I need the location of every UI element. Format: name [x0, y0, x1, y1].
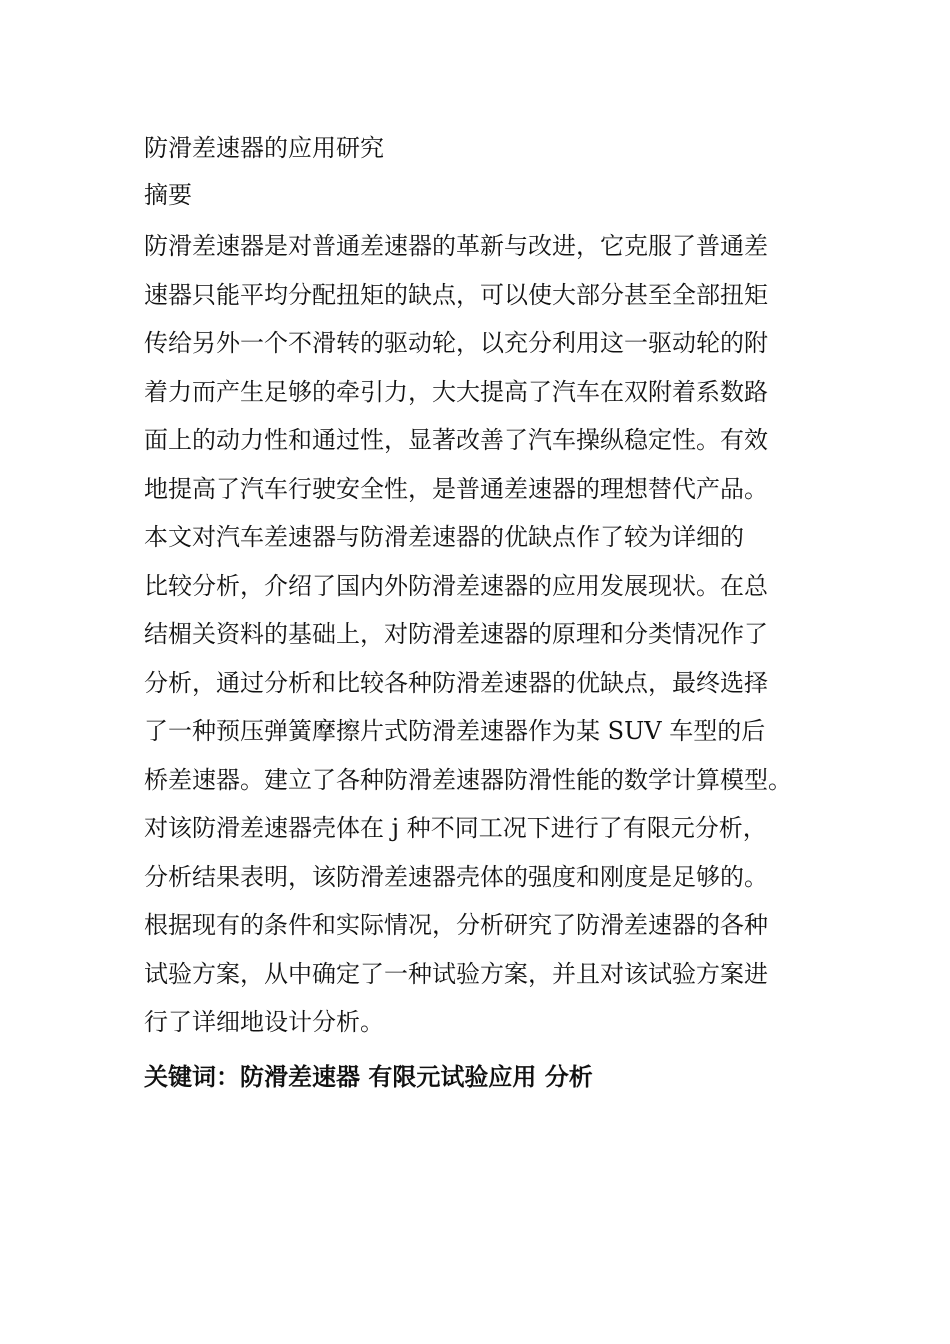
abstract-line: 行了详细地设计分析。 — [144, 1008, 384, 1036]
document-title: 防滑差速器的应用研究 — [144, 134, 384, 162]
abstract-line: 比较分析，介绍了国内外防滑差速器的应用发展现状。在总 — [144, 571, 768, 600]
abstract-body — [144, 222, 834, 1047]
abstract-line: 本文对汽车差速器与防滑差速器的优缺点作了较为详细的 — [144, 523, 744, 551]
abstract-line: 着力而产生足够的牵引力，大大提高了汽车在双附着系数路 — [144, 377, 768, 406]
abstract-heading: 摘要 — [144, 181, 192, 209]
abstract-line: 分析结果表明，该防滑差速器壳体的强度和刚度是足够的。 — [144, 862, 768, 891]
abstract-line: 试验方案，从中确定了一种试验方案，并且对该试验方案进 — [144, 959, 768, 988]
abstract-line: 面上的动力性和通过性，显著改善了汽车操纵稳定性。有效 — [144, 426, 768, 454]
abstract-line: 传给另外一个不滑转的驱动轮，以充分利用这一驱动轮的附 — [144, 329, 768, 357]
abstract-line: 结楣关资料的基础上，对防滑差速器的原理和分类情况作了 — [144, 620, 768, 648]
abstract-line: 防滑差速器是对普通差速器的革新与改进，它克服了普通差 — [144, 232, 768, 260]
abstract-line: 根据现有的条件和实际情况，分析研究了防滑差速器的各种 — [144, 911, 768, 939]
abstract-line: 对该防滑差速器壳体在 j 种不同工况下进行了有限元分析， — [144, 814, 767, 842]
keywords-line: 关键词：防滑差速器 有限元试验应用 分析 — [144, 1062, 593, 1091]
abstract-line: 速器只能平均分配扭矩的缺点，可以使大部分甚至全部扭矩 — [144, 280, 768, 309]
abstract-line: 地提高了汽车行驶安全性，是普通差速器的理想替代产品。 — [144, 474, 768, 503]
abstract-line: 了一种预压弹簧摩擦片式防滑差速器作为某 SUV 车型的后 — [144, 717, 766, 745]
abstract-line: 桥差速器。建立了各种防滑差速器防滑性能的数学计算模型。 — [144, 765, 792, 794]
abstract-line: 分析，通过分析和比较各种防滑差速器的优缺点，最终选择 — [144, 668, 768, 697]
document-content — [144, 128, 834, 1099]
